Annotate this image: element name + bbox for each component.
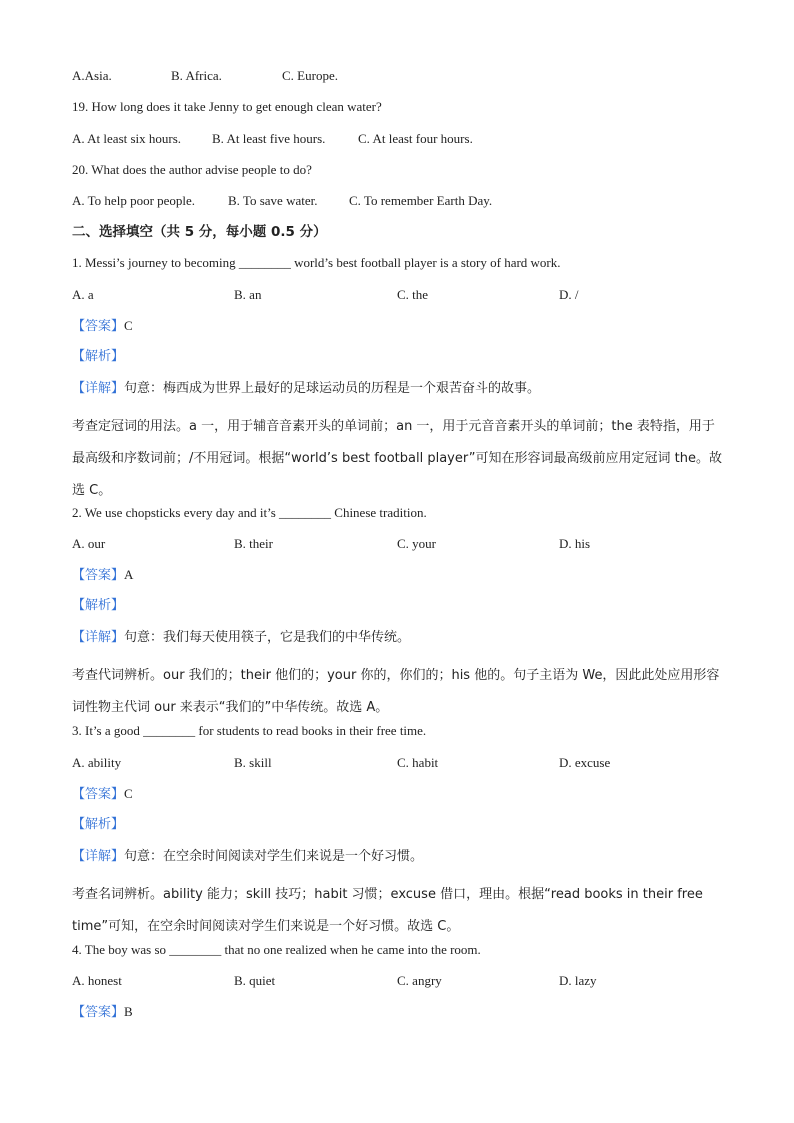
question-1-options [72, 286, 579, 304]
analysis-tag: 【解析】 [72, 349, 125, 364]
question-3-options [72, 754, 610, 772]
explanation [72, 410, 722, 506]
answer-line [72, 785, 133, 804]
option-c: C. the [397, 287, 429, 302]
question-1: 1. Messi’s journey to becoming ________ world’s best football player is a story of hard work. [72, 255, 561, 270]
option-c: C. your [397, 536, 436, 551]
detail-line [72, 628, 410, 647]
answer-value: A [124, 567, 134, 582]
analysis-tag: 【解析】 [72, 598, 125, 613]
question-3: 3. It’s a good ________ for students to read books in their free time. [72, 723, 427, 738]
answer-value: C [124, 318, 133, 333]
option-d: D. excuse [559, 755, 611, 770]
option-b: B. their [234, 536, 273, 551]
question-4: 4. The boy was so ________ that no one realized when he came into the room. [72, 942, 481, 957]
option-c: C. habit [397, 755, 439, 770]
q19-question: 19. How long does it take Jenny to get enough clean water? [72, 99, 382, 114]
analysis-tag: 【解析】 [72, 817, 125, 832]
explanation-text: 考查名词辨析。ability 能力；skill 技巧；habit 习惯；excuse 借口，理由。根据“read books in their free time”可知，在空余时间阅读对学生们来说是一个好习惯。故选 C。 [72, 887, 703, 934]
question-2: 2. We use chopsticks every day and it’s ________ Chinese tradition. [72, 505, 427, 520]
explanation [72, 659, 722, 723]
answer-line [72, 1003, 133, 1022]
option-a: A. honest [72, 973, 122, 988]
sentence-meaning: 句意：梅西成为世界上最好的足球运动员的历程是一个艰苦奋斗的故事。 [124, 381, 541, 396]
answer-tag: 【答案】 [72, 319, 125, 334]
answer-tag: 【答案】 [72, 787, 125, 802]
detail-line [72, 379, 540, 398]
option-c: C. At least four hours. [358, 131, 473, 146]
answer-value: B [124, 1004, 133, 1019]
q20-question: 20. What does the author advise people to do? [72, 162, 312, 177]
detail-tag: 【详解】 [72, 381, 125, 396]
option-b: B. quiet [234, 973, 276, 988]
section-title: 二、选择填空（共 5 分，每小题 0.5 分） [72, 224, 327, 240]
option-c: C. To remember Earth Day. [349, 193, 493, 208]
option-c: C. angry [397, 973, 442, 988]
answer-tag: 【答案】 [72, 568, 125, 583]
question-2-options [72, 535, 590, 553]
option-d: D. lazy [559, 973, 597, 988]
answer-line [72, 566, 133, 585]
option-d: D. / [559, 287, 579, 302]
option-a: A. a [72, 287, 94, 302]
explanation [72, 878, 722, 942]
option-b: B. Africa. [171, 68, 222, 83]
q19-options [72, 130, 473, 148]
answer-tag: 【答案】 [72, 1005, 125, 1020]
q20-options [72, 192, 492, 210]
explanation-text: 考查代词辨析。our 我们的；their 他们的；your 你的，你们的；his 他的。句子主语为 We，因此此处应用形容词性物主代词 our 来表示“我们的”中华传统。故选 A。 [72, 668, 720, 715]
option-d: D. his [559, 536, 591, 551]
option-c: C. Europe. [282, 68, 338, 83]
option-b: B. skill [234, 755, 272, 770]
option-b: B. an [234, 287, 262, 302]
detail-tag: 【详解】 [72, 630, 125, 645]
sentence-meaning: 句意：我们每天使用筷子，它是我们的中华传统。 [124, 630, 411, 645]
option-a: A. At least six hours. [72, 131, 182, 146]
answer-line [72, 317, 133, 336]
option-a: A.Asia. [72, 68, 112, 83]
question-4-options [72, 972, 597, 990]
option-a: A. To help poor people. [72, 193, 196, 208]
explanation-text: 考查定冠词的用法。a 一，用于辅音音素开头的单词前；an 一，用于元音音素开头的单词前；the 表特指，用于最高级和序数词前；/不用冠词。根据“world’s best football player”可知在形容词最高级前应用定冠词 the。故选 C。 [72, 419, 722, 498]
sentence-meaning: 句意：在空余时间阅读对学生们来说是一个好习惯。 [124, 849, 424, 864]
option-a: A. ability [72, 755, 122, 770]
option-b: B. To save water. [228, 193, 318, 208]
answer-value: C [124, 786, 133, 801]
q18-options [72, 67, 338, 85]
option-a: A. our [72, 536, 106, 551]
detail-tag: 【详解】 [72, 849, 125, 864]
option-b: B. At least five hours. [212, 131, 326, 146]
detail-line [72, 847, 423, 866]
